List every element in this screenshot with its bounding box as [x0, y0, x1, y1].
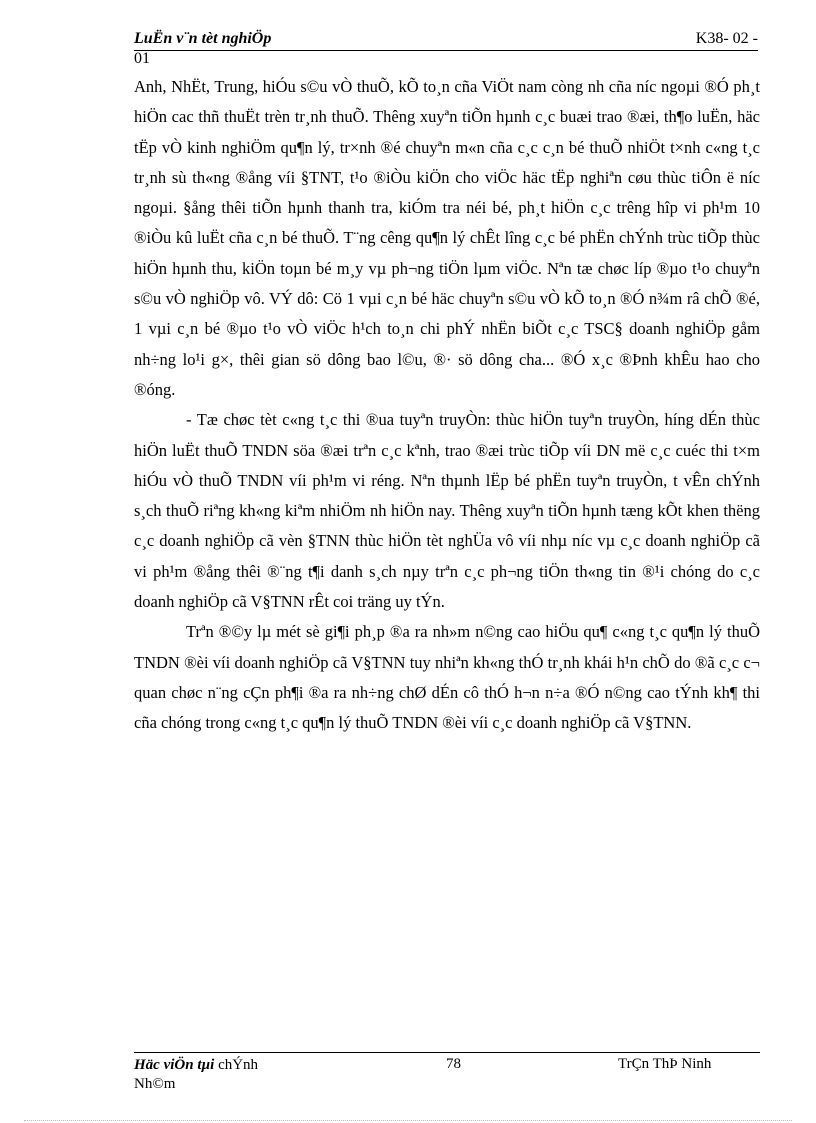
body-text — [134, 72, 760, 739]
paragraph-1: Anh, NhËt, Trung, hiÓu s©u vÒ thuÕ, kÕ to¸n cña ViÖt nam còng nh cña níc ngoµi ®Ó ph¸t hiÖn cac thñ thuËt trèn tr¸nh thuÕ. Thêng xuyªn tiÕn hµnh c¸c buæi trao ®æi, th¶o luËn, häc tËp vÒ kinh nghiÖm qu¶n lý, tr×nh ®é chuyªn m«n cña c¸c c¸n bé thuÕ nhiÖt t×nh c«ng t¸c tr¸nh sù th«ng ®ång víi §TNT, t¹o ®iÒu kiÖn cho viÖc häc tËp nghiªn cøu thùc tiÔn ë níc ngoµi. §ång thêi tiÕn hµnh thanh tra, kiÓm tra néi bé, ph¸t hiÖn c¸c trêng hîp vi ph¹m 10 ®iÒu kû luËt cña c¸n bé thuÕ. T¨ng cêng qu¶n lý chÊt lîng c¸c bé phËn chÝnh trùc tiÕp thùc hiÖn hµnh thu, kiÖn toµn bé m¸y vµ ph¬ng tiÖn lµm viÖc. Nªn tæ chøc líp ®µo t¹o chuyªn s©u vÒ nghiÖp vô. VÝ dô: Cö 1 vµi c¸n bé häc chuyªn s©u vÒ kÕ to¸n ®Ó n¾m râ chÕ ®é, 1 vµi c¸n bé ®µo t¹o vÒ viÖc h¹ch to¸n chi phÝ nhËn biÕt c¸c TSC§ doanh nghiÖp gåm nh÷ng lo¹i g×, thêi gian sö dông bao l©u, ®· sö dông cha... ®Ó x¸c ®Þnh khÊu hao cho ®óng. — [134, 77, 760, 399]
paragraph-3: Trªn ®©y lµ mét sè gi¶i ph¸p ®a ra nh»m n©ng cao hiÖu qu¶ c«ng t¸c qu¶n lý thuÕ TNDN ®èi víi doanh nghiÖp cã V§TNN tuy nhiªn kh«ng thÓ tr¸nh khái h¹n chÕ do ®ã c¸c c¬ quan chøc n¨ng cÇn ph¶i ®a ra nh÷ng chØ dÉn cô thÓ h¬n n÷a ®Ó n©ng cao tÝnh kh¶ thi cña chóng trong c«ng t¸c qu¶n lý thuÕ TNDN ®èi víi c¸c doanh nghiÖp cã V§TNN. — [134, 622, 760, 733]
footer-institution-line2: Nh©m — [134, 1076, 176, 1092]
page-number: 78 — [446, 1056, 461, 1072]
footer-institution-italic: Häc viÖn tµi — [134, 1057, 215, 1073]
footer-institution-rest: chÝnh — [214, 1057, 259, 1073]
paragraph-2: - Tæ chøc tèt c«ng t¸c thi ®ua tuyªn truyÒn: thùc hiÖn tuyªn truyÒn, híng dÉn thùc hiÖn luËt thuÕ TNDN söa ®æi trªn c¸c kªnh, trao ®æi trùc tiÕp víi DN më c¸c cuéc thi t×m hiÓu vÒ thuÕ TNDN víi ph¹m vi réng. Nªn thµnh lËp bé phËn tuyªn truyÒn, t vÊn chÝnh s¸ch thuÕ riªng kh«ng kiªm nhiÖm nh hiÖn nay. Thêng xuyªn tiÕn hµnh tæng kÕt khen thëng c¸c doanh nghiÖp cã vèn §TNN thùc hiÖn tèt nghÜa vô víi nhµ níc vµ c¸c doanh nghiÖp cã vi ph¹m ®ång thêi ®¨ng t¶i danh s¸ch nµy trªn c¸c ph¬ng tiÖn th«ng tin ®¹i chóng do c¸c doanh nghiÖp cã V§TNN rÊt coi träng uy tÝn. — [134, 410, 760, 612]
header-title: LuËn v¨n tèt nghiÖp — [134, 30, 272, 47]
header-code-continuation: 01 — [134, 50, 150, 67]
bottom-divider — [24, 1120, 792, 1121]
footer-institution — [134, 1056, 304, 1094]
page-header — [134, 28, 758, 51]
page-footer — [134, 1052, 760, 1092]
header-code: K38- 02 - — [695, 30, 758, 47]
footer-author: TrÇn ThÞ Ninh — [618, 1056, 712, 1072]
